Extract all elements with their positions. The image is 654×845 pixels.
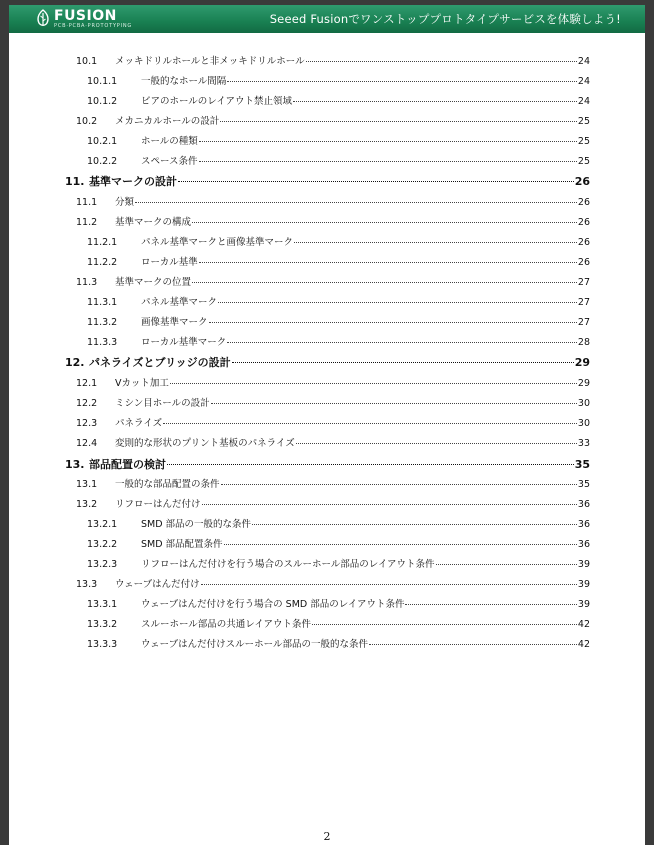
toc-entry[interactable]: [76, 53, 590, 67]
toc-entry-title: 基準マークの位置: [115, 277, 192, 288]
toc-entry-page: 25: [577, 136, 590, 147]
dot-leader: [199, 153, 577, 162]
toc-entry[interactable]: [87, 234, 590, 248]
dot-leader: [227, 334, 577, 343]
toc-entry[interactable]: [65, 456, 590, 470]
dot-leader: [218, 294, 577, 303]
toc-entry-number: 12.4: [76, 438, 98, 449]
toc-entry-number: 13.2.2: [87, 539, 118, 550]
dot-leader: [221, 476, 577, 485]
toc-entry-number: 11.3.1: [87, 297, 118, 308]
toc-entry-title: 分類: [115, 197, 135, 208]
toc-entry-page: 39: [577, 579, 590, 590]
toc-entry-title: 部品配置の検討: [89, 458, 166, 471]
toc-entry-title: ローカル基準マーク: [141, 337, 227, 348]
toc-entry-number: 13.3.1: [87, 599, 118, 610]
toc-entry-page: 36: [577, 539, 590, 550]
dot-leader: [220, 113, 577, 122]
logo-subtext: PCB·PCBA·PROTOTYPING: [54, 23, 133, 29]
toc-entry-number: 11.2.2: [87, 257, 118, 268]
toc-entry-title: スペース条件: [141, 156, 198, 167]
toc-entry-title: 一般的なホール間隔: [141, 76, 227, 87]
toc-entry-page: 30: [577, 398, 590, 409]
toc-entry[interactable]: [76, 435, 590, 449]
toc-entry-page: 26: [577, 257, 590, 268]
toc-entry-page: 26: [577, 217, 590, 228]
toc-entry[interactable]: [87, 616, 590, 630]
toc-entry-title: Vカット加工: [115, 378, 169, 389]
fusion-logo: [35, 9, 132, 31]
dot-leader: [170, 375, 577, 384]
toc-entry-page: 27: [577, 317, 590, 328]
toc-entry[interactable]: [87, 133, 590, 147]
toc-entry-title: SMD 部品配置条件: [141, 539, 223, 550]
toc-entry-number: 10.1: [76, 56, 98, 67]
toc-entry[interactable]: [87, 636, 590, 650]
dot-leader: [294, 234, 577, 243]
toc-entry-title: パネライズ: [115, 418, 163, 429]
toc-entry-title: ホールの種類: [141, 136, 198, 147]
toc-entry[interactable]: [76, 113, 590, 127]
toc-entry-title: 一般的な部品配置の条件: [115, 479, 220, 490]
toc-entry-title: ウェーブはんだ付け: [115, 579, 200, 590]
dot-leader: [312, 616, 577, 625]
toc-entry-number: 10.1.2: [87, 96, 118, 107]
toc-entry-page: 27: [577, 277, 590, 288]
toc-entry-title: ローカル基準: [141, 257, 198, 268]
toc-entry-number: 10.2: [76, 116, 98, 127]
toc-entry[interactable]: [87, 254, 590, 268]
toc-entry-number: 12.1: [76, 378, 98, 389]
toc-entry-title: 基準マークの設計: [89, 175, 177, 188]
toc-entry-page: 24: [577, 76, 590, 87]
dot-leader: [192, 274, 577, 283]
toc-entry-title: 変則的な形状のプリント基板のパネライズ: [115, 438, 295, 449]
document-page: [9, 5, 645, 845]
toc-entry[interactable]: [87, 294, 590, 308]
toc-entry-page: 26: [577, 197, 590, 208]
toc-entry-page: 35: [577, 479, 590, 490]
logo-wordmark: FUSION: [54, 8, 117, 24]
dot-leader: [252, 516, 577, 525]
toc-entry-title: 画像基準マーク: [141, 317, 208, 328]
dot-leader: [209, 314, 577, 323]
toc-entry-page: 33: [577, 438, 590, 449]
toc-entry-page: 36: [577, 499, 590, 510]
toc-entry-title: スルーホール部品の共通レイアウト条件: [141, 619, 312, 630]
toc-entry-number: 10.2.1: [87, 136, 118, 147]
toc-entry-page: 42: [577, 639, 590, 650]
dot-leader: [405, 596, 576, 605]
toc-entry-number: 11.1: [76, 197, 98, 208]
toc-entry-title: パネル基準マークと画像基準マーク: [141, 237, 294, 248]
header-tagline: Seeed Fusionでワンストッププロトタイプサービスを体験しよう!: [269, 12, 621, 26]
toc-entry[interactable]: [87, 556, 590, 570]
dot-leader: [211, 395, 577, 404]
toc-entry[interactable]: [87, 334, 590, 348]
dot-leader: [293, 93, 577, 102]
toc-entry-page: 25: [577, 156, 590, 167]
leaf-icon: [35, 9, 51, 27]
toc-entry-number: 13.: [65, 458, 85, 471]
dot-leader: [202, 496, 577, 505]
dot-leader: [296, 435, 577, 444]
toc-entry-number: 11.2: [76, 217, 98, 228]
dot-leader: [306, 53, 577, 62]
dot-leader: [201, 576, 577, 585]
toc-entry[interactable]: [76, 415, 590, 429]
toc-entry-number: 11.3.3: [87, 337, 118, 348]
toc-entry[interactable]: [76, 496, 590, 510]
toc-entry-title: SMD 部品の一般的な条件: [141, 519, 252, 530]
dot-leader: [178, 173, 574, 182]
toc-entry-title: ウェーブはんだ付けを行う場合の SMD 部品のレイアウト条件: [141, 599, 405, 610]
dot-leader: [135, 194, 577, 203]
toc-entry-number: 13.1: [76, 479, 98, 490]
toc-entry-page: 26: [574, 175, 590, 188]
toc-entry[interactable]: [76, 214, 590, 228]
dot-leader: [167, 456, 574, 465]
toc-entry-title: ビアのホールのレイアウト禁止領域: [141, 96, 293, 107]
toc-entry[interactable]: [76, 476, 590, 490]
dot-leader: [192, 214, 577, 223]
toc-entry[interactable]: [76, 395, 590, 409]
toc-entry[interactable]: [76, 194, 590, 208]
toc-entry-page: 25: [577, 116, 590, 127]
toc-entry-number: 12.2: [76, 398, 98, 409]
toc-entry-page: 30: [577, 418, 590, 429]
toc-entry[interactable]: [87, 73, 590, 87]
toc-entry-page: 42: [577, 619, 590, 630]
toc-entry[interactable]: [87, 536, 590, 550]
toc-entry[interactable]: [87, 596, 590, 610]
toc-entry[interactable]: [87, 153, 590, 167]
toc-entry-number: 11.3.2: [87, 317, 118, 328]
toc-entry[interactable]: [76, 274, 590, 288]
toc-entry-number: 10.1.1: [87, 76, 118, 87]
toc-entry-page: 24: [577, 56, 590, 67]
toc-entry-title: ミシン目ホールの設計: [115, 398, 210, 409]
toc-entry-number: 11.2.1: [87, 237, 118, 248]
dot-leader: [369, 636, 577, 645]
dot-leader: [224, 536, 577, 545]
dot-leader: [199, 254, 577, 263]
dot-leader: [436, 556, 577, 565]
dot-leader: [199, 133, 577, 142]
toc-entry-number: 10.2.2: [87, 156, 118, 167]
dot-leader: [163, 415, 577, 424]
toc-entry-number: 13.3: [76, 579, 98, 590]
toc-entry[interactable]: [76, 375, 590, 389]
toc-entry-page: 28: [577, 337, 590, 348]
toc-entry-title: メッキドリルホールと非メッキドリルホール: [115, 56, 305, 67]
toc-entry-page: 39: [577, 559, 590, 570]
toc-entry-title: パネライズとブリッジの設計: [89, 356, 231, 369]
dot-leader: [232, 354, 574, 363]
toc-entry-page: 24: [577, 96, 590, 107]
toc-entry-title: メカニカルホールの設計: [115, 116, 220, 127]
toc-entry-title: リフローはんだ付け: [115, 499, 201, 510]
toc-entry[interactable]: [65, 173, 590, 187]
toc-entry-title: ウェーブはんだ付けスルーホール部品の一般的な条件: [141, 639, 368, 650]
toc-entry[interactable]: [65, 354, 590, 368]
toc-entry-page: 36: [577, 519, 590, 530]
toc-entry-title: リフローはんだ付けを行う場合のスルーホール部品のレイアウト条件: [141, 559, 435, 570]
page-number: 2: [323, 830, 331, 843]
toc-entry-page: 35: [574, 458, 590, 471]
toc-entry[interactable]: [76, 576, 590, 590]
toc-entry-number: 11.: [65, 175, 85, 188]
toc-entry-number: 13.2.3: [87, 559, 118, 570]
toc-entry-number: 13.3.2: [87, 619, 118, 630]
toc-entry-page: 29: [577, 378, 590, 389]
toc-entry-page: 39: [577, 599, 590, 610]
toc-entry[interactable]: [87, 93, 590, 107]
toc-entry-number: 13.2.1: [87, 519, 118, 530]
header-banner: [9, 5, 645, 33]
toc-entry-number: 12.: [65, 356, 85, 369]
toc-entry-number: 11.3: [76, 277, 98, 288]
toc-entry[interactable]: [87, 516, 590, 530]
toc-entry-page: 27: [577, 297, 590, 308]
toc-entry-number: 13.2: [76, 499, 98, 510]
toc-entry[interactable]: [87, 314, 590, 328]
toc-entry-number: 13.3.3: [87, 639, 118, 650]
toc-entry-title: パネル基準マーク: [141, 297, 218, 308]
dot-leader: [227, 73, 577, 82]
toc-entry-number: 12.3: [76, 418, 98, 429]
toc-entry-page: 26: [577, 237, 590, 248]
toc-entry-page: 29: [574, 356, 590, 369]
toc-entry-title: 基準マークの構成: [115, 217, 192, 228]
